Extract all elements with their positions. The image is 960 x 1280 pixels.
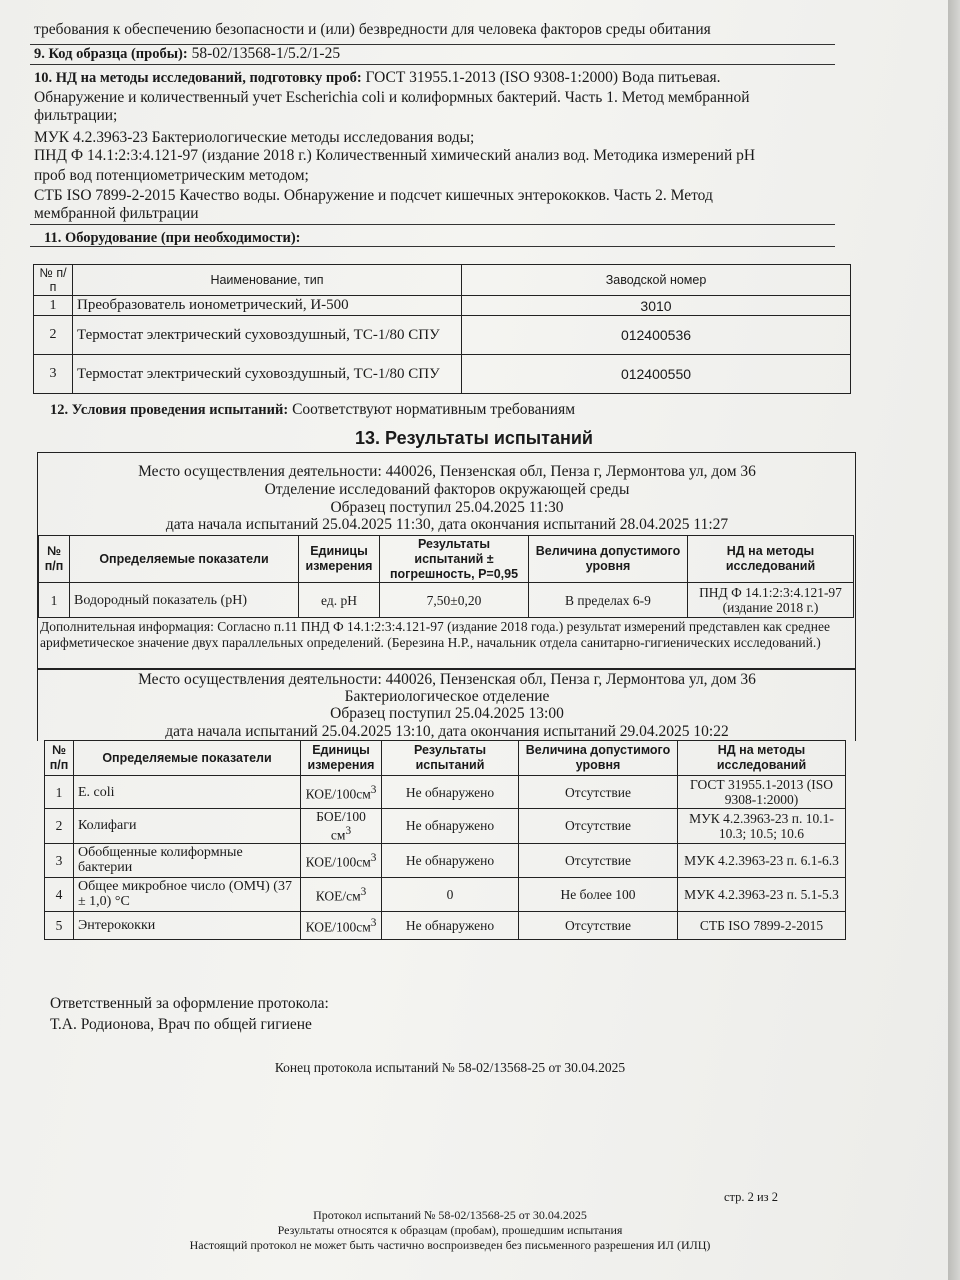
methods-line: СТБ ISO 7899-2-2015 Качество воды. Обнаружение и подсчет кишечных энтерококков. Часть 2. Метод [34,187,713,204]
row-number: 3 [45,843,74,877]
col-header-unit: Единицы измерения [301,741,382,776]
col-header-limit: Величина допустимого уровня [529,536,688,583]
table-row [45,877,846,911]
param-method: МУК 4.2.3963-23 п. 6.1-6.3 [678,843,846,877]
footer [0,1208,900,1253]
table-row [45,911,846,939]
param-method: ГОСТ 31955.1-2013 (ISO 9308-1:2000) [678,776,846,809]
methods-line-1 [34,68,838,88]
col-header-number: № п/п [34,265,73,296]
param-limit: Отсутствие [519,809,678,844]
divider [30,64,835,65]
param-limit: Не более 100 [519,877,678,911]
param-result: Не обнаружено [382,843,519,877]
row-number: 1 [39,583,70,618]
unit-text: КОЕ/100см [305,786,371,802]
param-name: Обобщенные колиформные бактерии [74,843,301,877]
methods-line: мембранной фильтрации [34,205,199,222]
table-row [45,809,846,844]
col-header-result: Результаты испытаний ± погрешность, P=0,95 [380,536,529,583]
unit-superscript: 3 [370,916,377,929]
divider [30,246,835,247]
responsible-name: Т.А. Родионова, Врач по общей гигиене [50,1016,312,1033]
block2-dates: дата начала испытаний 25.04.2025 13:10, дата окончания испытаний 29.04.2025 10:22 [165,723,729,740]
param-method: ПНД Ф 14.1:2:3:4.121-97 (издание 2018 г.) [688,583,854,618]
methods-line: проб вод потенциометрическим методом; [34,167,309,184]
row-number: 2 [34,316,73,355]
col-header-number: № п/п [39,536,70,583]
row-number: 4 [45,877,74,911]
methods-line: фильтрации; [34,107,118,124]
param-result: Не обнаружено [382,911,519,939]
param-limit: Отсутствие [519,911,678,939]
param-name: Энтерококки [74,911,301,939]
results-table-1 [38,535,854,618]
sample-code-label: 9. Код образца (пробы): [34,46,188,62]
unit-text: КОЕ/см [315,888,361,904]
param-result: 0 [382,877,519,911]
col-header-limit: Величина допустимого уровня [519,741,678,776]
methods-line: МУК 4.2.3963-23 Бактериологические методы исследования воды; [34,129,475,146]
methods-text: ГОСТ 31955.1-2013 (ISO 9308-1:2000) Вода питьевая. [365,69,721,86]
page-number: стр. 2 из 2 [723,1190,778,1204]
equipment-table [33,264,851,394]
block1-received: Образец поступил 25.04.2025 11:30 [330,499,564,516]
table-header-row [45,741,846,776]
results-title: 13. Результаты испытаний [355,428,593,448]
unit-superscript: 3 [360,885,367,898]
methods-label: 10. НД на методы исследований, подготовку проб: [34,70,362,86]
col-header-number: № п/п [45,741,74,776]
footer-line-results: Результаты относятся к образцам (пробам), прошедшим испытания [277,1223,623,1237]
col-header-param: Определяемые показатели [74,741,301,776]
table-row [39,583,854,618]
equipment-serial: 012400536 [462,316,851,355]
col-header-result: Результаты испытаний [382,741,519,776]
unit-text: КОЕ/100см [305,919,371,935]
param-method: МУК 4.2.3963-23 п. 5.1-5.3 [678,877,846,911]
equipment-name: Термостат электрический суховоздушный, ТС-1/80 СПУ [73,355,462,394]
methods-line: ПНД Ф 14.1:2:3:4.121-97 (издание 2018 г.) Количественный химический анализ вод. Методика измерений pH [34,147,756,164]
param-method: СТБ ISO 7899-2-2015 [678,911,846,939]
param-limit: В пределах 6-9 [529,583,688,618]
row-number: 5 [45,911,74,939]
block2-dept: Бактериологическое отделение [344,688,550,705]
footer-line-copy-note: Настоящий протокол не может быть частично воспроизведен без письменного разрешения ИЛ (ИЛЦ) [189,1238,711,1252]
sample-code-value: 58-02/13568-1/5.2/1-25 [191,45,341,62]
block1-extra-info: Дополнительная информация: Согласно п.11 ПНД Ф 14.1:2:3:4.121-97 (издание 2018 года.) результат измерений представлен как среднее арифметическое значение двух параллельных определений. (Березина Н.Р., начальник отдела санитарно-гигиенических исследований.) [40,619,830,650]
param-name: Водородный показатель (pH) [70,583,299,618]
row-number: 1 [34,296,73,316]
unit-superscript: 3 [370,783,377,796]
equipment-label-text: 11. Оборудование (при необходимости): [44,230,301,246]
col-header-method: НД на методы исследований [688,536,854,583]
footer-line-protocol: Протокол испытаний № 58-02/13568-25 от 30.04.2025 [313,1208,587,1222]
table-row [34,355,851,394]
unit-text: БОЕ/100 см [316,809,366,843]
equipment-serial: 012400550 [462,355,851,394]
param-result: Не обнаружено [382,809,519,844]
block2-received: Образец поступил 25.04.2025 13:00 [330,705,564,722]
conditions-value: Соответствуют нормативным требованиям [292,401,576,418]
table-row [45,776,846,809]
end-of-protocol: Конец протокола испытаний № 58-02/13568-25 от 30.04.2025 [274,1060,626,1075]
methods-line: Обнаружение и количественный учет Escherichia coli и колиформных бактерий. Часть 1. Метод мембранной [34,89,750,106]
conditions-label: 12. Условия проведения испытаний: [50,402,289,418]
sample-code-line [34,44,838,64]
equipment-label [44,228,838,248]
param-limit: Отсутствие [519,776,678,809]
row-number: 3 [34,355,73,394]
table-row [34,296,851,316]
param-limit: Отсутствие [519,843,678,877]
col-header-unit: Единицы измерения [299,536,380,583]
col-header-serial: Заводской номер [462,265,851,296]
param-unit [301,809,382,844]
background-edge [948,0,960,1280]
param-unit [301,911,382,939]
block1-dates: дата начала испытаний 25.04.2025 11:30, дата окончания испытаний 28.04.2025 11:27 [165,516,729,533]
results-table-2 [44,740,846,940]
unit-superscript: 3 [370,851,377,864]
param-result: Не обнаружено [382,776,519,809]
conditions-line [50,400,838,420]
table-header-row [39,536,854,583]
param-unit [301,776,382,809]
block1-place: Место осуществления деятельности: 440026, Пензенская обл, Пенза г, Лермонтова ул, дом 36 [138,463,756,480]
param-name: E. coli [74,776,301,809]
param-unit: ед. pH [299,583,380,618]
unit-superscript: 3 [345,825,352,837]
divider [30,224,835,225]
row-number: 1 [45,776,74,809]
param-name: Колифаги [74,809,301,844]
block1-dept: Отделение исследований факторов окружающей среды [264,481,630,498]
col-header-method: НД на методы исследований [678,741,846,776]
col-header-name: Наименование, тип [73,265,462,296]
param-result: 7,50±0,20 [380,583,529,618]
table-header-row [34,265,851,296]
table-row [34,316,851,355]
param-name: Общее микробное число (ОМЧ) (37 ± 1,0) °С [74,877,301,911]
equipment-name: Термостат электрический суховоздушный, ТС-1/80 СПУ [73,316,462,355]
responsible-label: Ответственный за оформление протокола: [50,995,329,1012]
top-continuation: требования к обеспечению безопасности и (или) безвредности для человека факторов среды обитания [34,21,711,38]
param-unit [301,877,382,911]
equipment-serial: 3010 [462,296,851,316]
row-number: 2 [45,809,74,844]
unit-text: КОЕ/100см [305,854,371,870]
param-unit [301,843,382,877]
equipment-name: Преобразователь ионометрический, И-500 [73,296,462,316]
table-row [45,843,846,877]
param-method: МУК 4.2.3963-23 п. 10.1-10.3; 10.5; 10.6 [678,809,846,844]
col-header-param: Определяемые показатели [70,536,299,583]
block2-place: Место осуществления деятельности: 440026, Пензенская обл, Пенза г, Лермонтова ул, дом 36 [138,671,756,688]
